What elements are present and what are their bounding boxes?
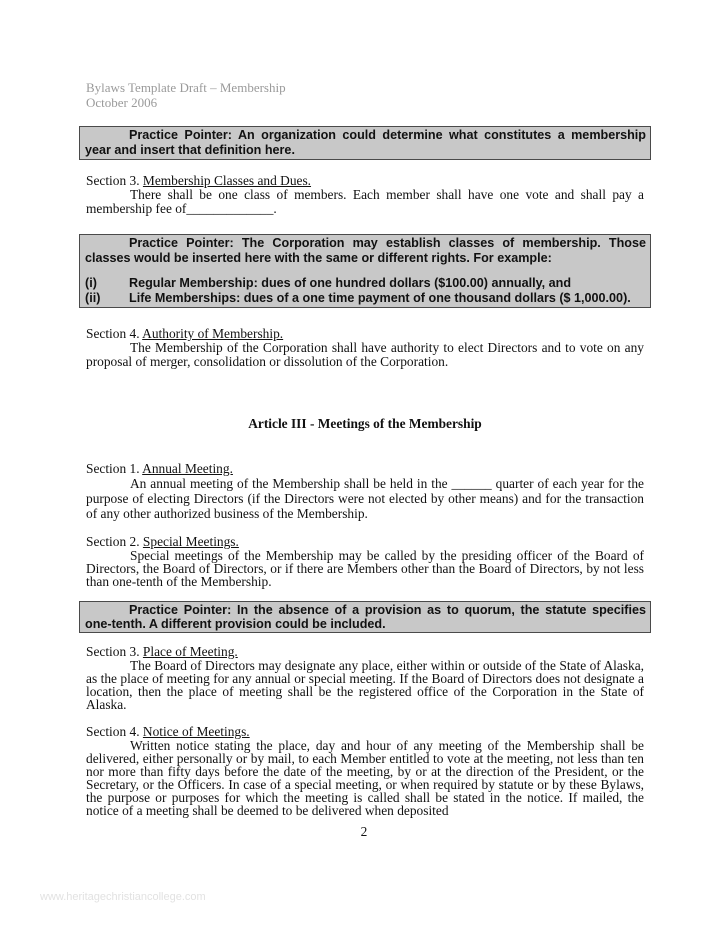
list-number: (ii) <box>85 291 101 305</box>
document-header <box>86 80 286 110</box>
section-title: Authority of Membership. <box>142 326 284 341</box>
watermark: www.heritagechristiancollege.com <box>40 891 206 903</box>
section-title: Membership Classes and Dues. <box>142 173 312 188</box>
section-title: Annual Meeting. <box>142 461 233 476</box>
list-item <box>85 291 646 306</box>
section-label: Section 4. <box>86 724 140 739</box>
section-special-meetings <box>86 535 644 588</box>
section-body: Written notice stating the place, day and hour of any meeting of the Membership shall be delivered, either personally or by mail, to each Member entitled to vote at the meeting, not less than ten nor more than fifty days before the date of the meeting, by or at the direction of the President, or the Secretary, or the Officers. In case of a special meeting, or when required by statute or by these Bylaws, the purpose or purposes for which the meeting is called shall be stated in the notice. If mailed, the notice of a meeting shall be deemed to be delivered when deposited <box>86 738 644 818</box>
practice-pointer-membership-year <box>79 126 651 160</box>
practice-pointer-text: Practice Pointer: In the absence of a provision as to quorum, the statute specifies one-tenth. A different provision could be included. <box>85 603 646 631</box>
list-text: Life Memberships: dues of a one time payment of one thousand dollars ($ 1,000.00). <box>129 291 631 305</box>
section-body: The Membership of the Corporation shall have authority to elect Directors and to vote on any proposal of merger, consolidation or dissolution of the Corporation. <box>86 340 644 369</box>
section-label: Section 3. <box>86 173 140 188</box>
section-body: Special meetings of the Membership may be called by the presiding officer of the Board of Directors, the Board of Directors, or if there are Members other than the Board of Directors, by not less than one-tenth of the Membership. <box>86 548 644 589</box>
list-text: Regular Membership: dues of one hundred dollars ($100.00) annually, and <box>129 276 572 290</box>
section-notice-of-meetings <box>86 725 644 817</box>
list-number: (i) <box>85 276 97 290</box>
section-body: An annual meeting of the Membership shall be held in the ______ quarter of each year for the purpose of electing Directors (if the Directors were not elected by other means) and for the transaction of any other authorized business of the Membership. <box>86 476 644 521</box>
section-label: Section 4. <box>86 326 140 341</box>
section-body: There shall be one class of members. Each member shall have one vote and shall pay a membership fee of_____________. <box>86 187 644 216</box>
section-body: The Board of Directors may designate any place, either within or outside of the State of Alaska, as the place of meeting for any annual or special meeting. If the Board of Directors does not designate a location, then the place of meeting shall be the registered office of the Corporation in the State of Alaska. <box>86 658 644 712</box>
practice-pointer-text: Practice Pointer: The Corporation may establish classes of membership. Those classes would be inserted here with the same or different rights. For example: <box>85 236 646 265</box>
section-title: Notice of Meetings. <box>142 724 250 739</box>
section-title: Place of Meeting. <box>142 644 238 659</box>
section-place-of-meeting <box>86 645 644 711</box>
practice-pointer-quorum <box>79 601 651 633</box>
article-title: Article III - Meetings of the Membership <box>248 416 482 431</box>
section-label: Section 3. <box>86 644 140 659</box>
section-annual-meeting <box>86 462 644 521</box>
section-label: Section 2. <box>86 534 140 549</box>
section-title: Special Meetings. <box>142 534 239 549</box>
section-membership-classes <box>86 174 644 216</box>
header-title: Bylaws Template Draft – Membership <box>86 80 286 95</box>
header-date: October 2006 <box>86 95 158 110</box>
section-label: Section 1. <box>86 461 140 476</box>
practice-pointer-text: Practice Pointer: An organization could determine what constitutes a membership year and insert that definition here. <box>85 128 646 157</box>
list-item <box>85 276 646 291</box>
section-authority-of-membership <box>86 327 644 369</box>
practice-pointer-membership-classes <box>79 234 651 308</box>
page-number: 2 <box>360 824 368 839</box>
